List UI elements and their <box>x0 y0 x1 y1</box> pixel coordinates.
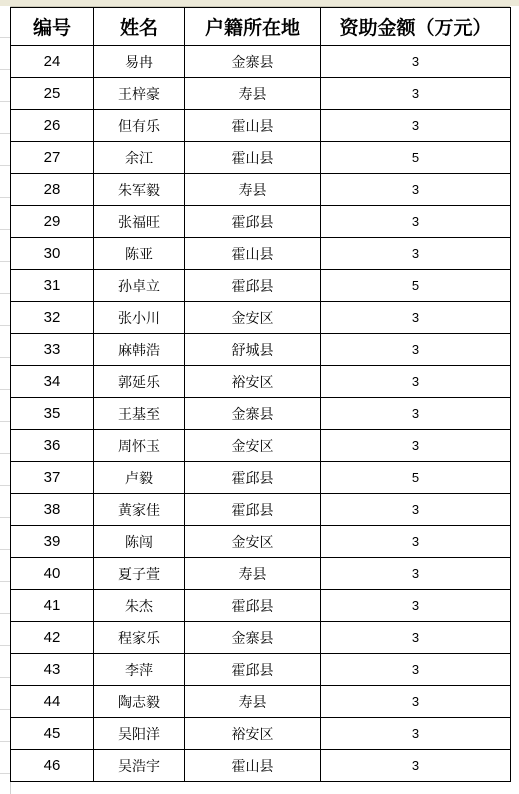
cell-id[interactable]: 44 <box>11 686 94 718</box>
cell-name[interactable]: 吴阳洋 <box>94 718 185 750</box>
cell-id[interactable]: 39 <box>11 526 94 558</box>
header-row <box>11 8 511 46</box>
cell-amount[interactable]: 3 <box>321 622 511 654</box>
header-name[interactable]: 姓名 <box>94 8 185 46</box>
table-row <box>11 398 511 430</box>
table-row <box>11 686 511 718</box>
cell-amount[interactable]: 3 <box>321 206 511 238</box>
cell-residence[interactable]: 霍山县 <box>185 142 321 174</box>
cell-amount[interactable]: 3 <box>321 174 511 206</box>
cell-residence[interactable]: 舒城县 <box>185 334 321 366</box>
cell-name[interactable]: 黄家佳 <box>94 494 185 526</box>
cell-residence[interactable]: 霍邱县 <box>185 462 321 494</box>
cell-id[interactable]: 32 <box>11 302 94 334</box>
cell-name[interactable]: 余江 <box>94 142 185 174</box>
cell-amount[interactable]: 3 <box>321 750 511 782</box>
cell-id[interactable]: 45 <box>11 718 94 750</box>
cell-name[interactable]: 卢毅 <box>94 462 185 494</box>
table-row <box>11 430 511 462</box>
cell-id[interactable]: 40 <box>11 558 94 590</box>
right-blank-column <box>510 6 519 794</box>
table-row <box>11 654 511 686</box>
cell-id[interactable]: 28 <box>11 174 94 206</box>
table-row <box>11 142 511 174</box>
cell-id[interactable]: 35 <box>11 398 94 430</box>
cell-residence[interactable]: 霍山县 <box>185 238 321 270</box>
cell-residence[interactable]: 霍山县 <box>185 750 321 782</box>
cell-name[interactable]: 周怀玉 <box>94 430 185 462</box>
cell-amount[interactable]: 3 <box>321 654 511 686</box>
table-row <box>11 78 511 110</box>
cell-name[interactable]: 李萍 <box>94 654 185 686</box>
cell-residence[interactable]: 霍山县 <box>185 110 321 142</box>
cell-amount[interactable]: 3 <box>321 302 511 334</box>
cell-id[interactable]: 43 <box>11 654 94 686</box>
header-amount[interactable]: 资助金额（万元） <box>321 8 511 46</box>
cell-amount[interactable]: 3 <box>321 78 511 110</box>
cell-residence[interactable]: 裕安区 <box>185 366 321 398</box>
cell-residence[interactable]: 寿县 <box>185 558 321 590</box>
cell-amount[interactable]: 3 <box>321 46 511 78</box>
cell-amount[interactable]: 3 <box>321 430 511 462</box>
cell-amount[interactable]: 3 <box>321 366 511 398</box>
cell-name[interactable]: 但有乐 <box>94 110 185 142</box>
cell-name[interactable]: 孙卓立 <box>94 270 185 302</box>
cell-residence[interactable]: 寿县 <box>185 78 321 110</box>
cell-id[interactable]: 33 <box>11 334 94 366</box>
cell-id[interactable]: 37 <box>11 462 94 494</box>
cell-name[interactable]: 夏子萱 <box>94 558 185 590</box>
cell-residence[interactable]: 寿县 <box>185 686 321 718</box>
table-row <box>11 270 511 302</box>
cell-id[interactable]: 27 <box>11 142 94 174</box>
table-row <box>11 302 511 334</box>
table-row <box>11 526 511 558</box>
cell-id[interactable]: 38 <box>11 494 94 526</box>
table-row <box>11 206 511 238</box>
cell-residence[interactable]: 寿县 <box>185 174 321 206</box>
cell-amount[interactable]: 5 <box>321 462 511 494</box>
cell-name[interactable]: 朱军毅 <box>94 174 185 206</box>
cell-id[interactable]: 34 <box>11 366 94 398</box>
header-id[interactable]: 编号 <box>11 8 94 46</box>
cell-id[interactable]: 46 <box>11 750 94 782</box>
table-row <box>11 174 511 206</box>
cell-id[interactable]: 30 <box>11 238 94 270</box>
cell-name[interactable]: 王梓豪 <box>94 78 185 110</box>
table-row <box>11 238 511 270</box>
cell-id[interactable]: 31 <box>11 270 94 302</box>
cell-residence[interactable]: 金安区 <box>185 430 321 462</box>
cell-name[interactable]: 朱杰 <box>94 590 185 622</box>
column-header-strip <box>0 0 519 7</box>
cell-name[interactable]: 王基至 <box>94 398 185 430</box>
table-row <box>11 366 511 398</box>
cell-id[interactable]: 29 <box>11 206 94 238</box>
cell-name[interactable]: 陈亚 <box>94 238 185 270</box>
table-row <box>11 334 511 366</box>
cell-residence[interactable]: 裕安区 <box>185 718 321 750</box>
cell-amount[interactable]: 3 <box>321 238 511 270</box>
cell-amount[interactable]: 3 <box>321 334 511 366</box>
cell-amount[interactable]: 5 <box>321 142 511 174</box>
cell-id[interactable]: 24 <box>11 46 94 78</box>
cell-amount[interactable]: 3 <box>321 526 511 558</box>
cell-amount[interactable]: 3 <box>321 558 511 590</box>
table-row <box>11 110 511 142</box>
cell-name[interactable]: 麻韩浩 <box>94 334 185 366</box>
table-row <box>11 494 511 526</box>
cell-id[interactable]: 42 <box>11 622 94 654</box>
cell-name[interactable]: 张小川 <box>94 302 185 334</box>
cell-id[interactable]: 26 <box>11 110 94 142</box>
cell-name[interactable]: 易冉 <box>94 46 185 78</box>
table-row <box>11 750 511 782</box>
cell-residence[interactable]: 霍邱县 <box>185 270 321 302</box>
cell-name[interactable]: 郭延乐 <box>94 366 185 398</box>
cell-amount[interactable]: 3 <box>321 110 511 142</box>
cell-amount[interactable]: 3 <box>321 686 511 718</box>
funding-table <box>10 7 511 782</box>
cell-residence[interactable]: 金寨县 <box>185 398 321 430</box>
cell-amount[interactable]: 3 <box>321 718 511 750</box>
table-row <box>11 462 511 494</box>
cell-id[interactable]: 25 <box>11 78 94 110</box>
cell-residence[interactable]: 霍邱县 <box>185 654 321 686</box>
cell-amount[interactable]: 3 <box>321 494 511 526</box>
cell-residence[interactable]: 霍邱县 <box>185 494 321 526</box>
cell-amount[interactable]: 3 <box>321 590 511 622</box>
cell-residence[interactable]: 霍邱县 <box>185 590 321 622</box>
header-residence[interactable]: 户籍所在地 <box>185 8 321 46</box>
cell-residence[interactable]: 金寨县 <box>185 622 321 654</box>
cell-residence[interactable]: 金安区 <box>185 526 321 558</box>
table-row <box>11 46 511 78</box>
cell-residence[interactable]: 金寨县 <box>185 46 321 78</box>
table-row <box>11 558 511 590</box>
cell-name[interactable]: 陶志毅 <box>94 686 185 718</box>
cell-residence[interactable]: 霍邱县 <box>185 206 321 238</box>
table-row <box>11 718 511 750</box>
cell-id[interactable]: 36 <box>11 430 94 462</box>
cell-amount[interactable]: 5 <box>321 270 511 302</box>
table-row <box>11 590 511 622</box>
cell-name[interactable]: 张福旺 <box>94 206 185 238</box>
cell-name[interactable]: 吴浩宇 <box>94 750 185 782</box>
table-row <box>11 622 511 654</box>
cell-id[interactable]: 41 <box>11 590 94 622</box>
cell-name[interactable]: 程家乐 <box>94 622 185 654</box>
cell-amount[interactable]: 3 <box>321 398 511 430</box>
cell-residence[interactable]: 金安区 <box>185 302 321 334</box>
cell-name[interactable]: 陈闯 <box>94 526 185 558</box>
